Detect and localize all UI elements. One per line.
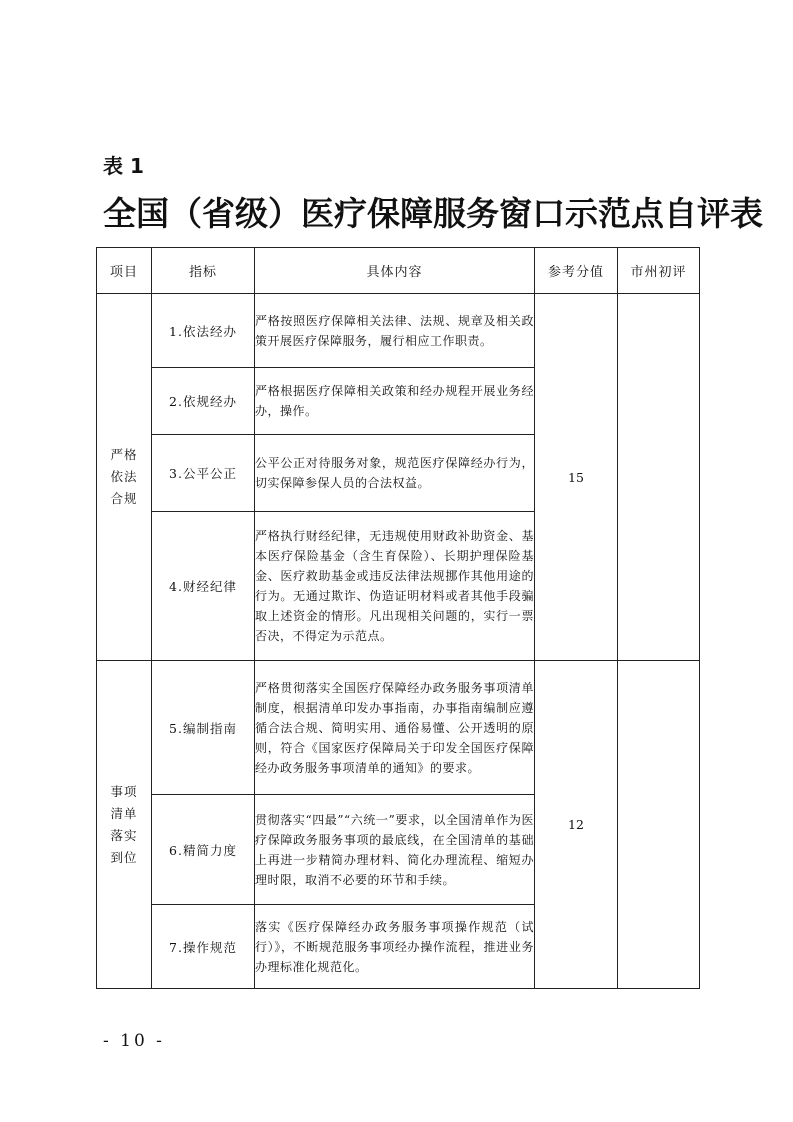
indicator-cell: 6.精简力度 xyxy=(152,795,255,905)
category-line: 依法 xyxy=(110,469,138,484)
category-line: 到位 xyxy=(110,849,138,865)
indicator-cell: 1.依法经办 xyxy=(152,294,255,368)
indicator-cell: 4.财经纪律 xyxy=(152,512,255,661)
table-row xyxy=(97,294,700,368)
content-cell: 严格执行财经纪律，无违规使用财政补助资金、基本医疗保险基金（含生育保险）、长期护理保险基金、医疗救助基金或违反法律法规挪作其他用途的行为。无通过欺诈、伪造证明材料或者其他手段骗取上述资金的情形。凡出现相关问题的，实行一票否决，不得定为示范点。 xyxy=(255,512,535,661)
indicator-cell: 5.编制指南 xyxy=(152,661,255,795)
content-cell: 落实《医疗保障经办政务服务事项操作规范（试行）》，不断规范服务事项经办操作流程，推进业务办理标准化规范化。 xyxy=(255,905,535,989)
header-category: 项目 xyxy=(97,248,152,294)
category-line: 落实 xyxy=(110,827,138,843)
score-cell: 15 xyxy=(535,294,618,661)
category-line: 严格 xyxy=(110,447,138,462)
table-header-row xyxy=(97,248,700,294)
category-line: 合规 xyxy=(110,491,138,506)
content-cell: 公平公正对待服务对象，规范医疗保障经办行为，切实保障参保人员的合法权益。 xyxy=(255,435,535,512)
city-review-cell xyxy=(618,661,700,989)
score-cell: 12 xyxy=(535,661,618,989)
table-row xyxy=(97,661,700,795)
content-cell: 严格贯彻落实全国医疗保障经办政务服务事项清单制度，根据清单印发办事指南，办事指南编制应遵循合法合规、简明实用、通俗易懂、公开透明的原则，符合《国家医疗保障局关于印发全国医疗保障经办政务服务事项清单的通知》的要求。 xyxy=(255,661,535,795)
indicator-cell: 2.依规经办 xyxy=(152,368,255,435)
page-title: 全国（省级）医疗保障服务窗口示范点自评表 xyxy=(103,194,763,233)
content-cell: 严格按照医疗保障相关法律、法规、规章及相关政策开展医疗保障服务，履行相应工作职责。 xyxy=(255,294,535,368)
header-indicator: 指标 xyxy=(152,248,255,294)
category-line: 清单 xyxy=(110,805,138,821)
header-city-review: 市州初评 xyxy=(618,248,700,294)
header-content: 具体内容 xyxy=(255,248,535,294)
content-cell: 严格根据医疗保障相关政策和经办规程开展业务经办，操作。 xyxy=(255,368,535,435)
category-line: 事项 xyxy=(110,783,138,799)
page-number: - 10 - xyxy=(103,1031,165,1051)
category-cell xyxy=(97,661,152,989)
table-label: 表 1 xyxy=(103,154,144,178)
self-evaluation-table xyxy=(96,247,700,989)
city-review-cell xyxy=(618,294,700,661)
indicator-cell: 7.操作规范 xyxy=(152,905,255,989)
content-cell: 贯彻落实“四最”“六统一”要求，以全国清单作为医疗保障政务服务事项的最底线，在全国清单的基础上再进一步精简办理材料、简化办理流程、缩短办理时限，取消不必要的环节和手续。 xyxy=(255,795,535,905)
category-cell xyxy=(97,294,152,661)
indicator-cell: 3.公平公正 xyxy=(152,435,255,512)
header-score: 参考分值 xyxy=(535,248,618,294)
